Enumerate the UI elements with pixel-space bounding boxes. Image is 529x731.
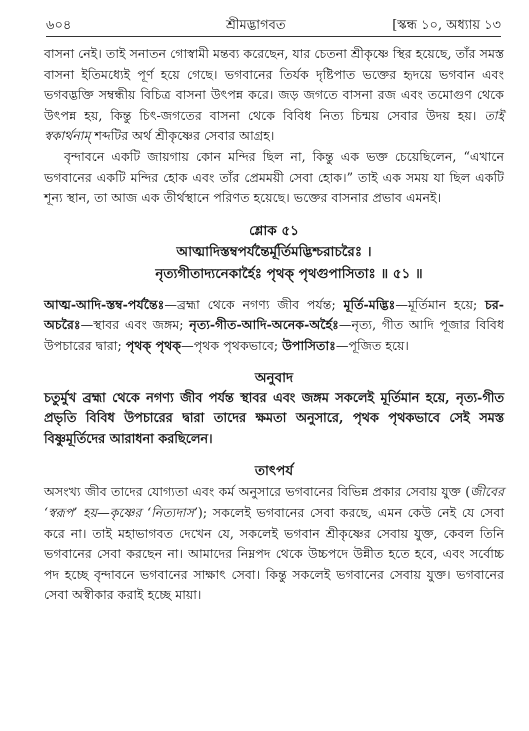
purport-continuation-paragraph: বাসনা নেই। তাই সনাতন গোস্বামী মন্তব্য করেছেন, যার চেতনা শ্রীকৃষ্ণে স্থির হয়েছে, তাঁর সমস্ত বাসনা ইতিমধ্যেই পূর্ণ হয়ে গেছে। ভগবানের তির্যক দৃষ্টিপাত ভক্তের হৃদয়ে ভগবান এবং ভগবদ্ভক্তি সম্বন্ধীয় বিচিত্র বাসনা উৎপন্ন করে। জড় জগতে বাসনা রজ এবং তমোগুণ থেকে উৎপন্ন হয়, কিন্তু চিৎ-জগতের বাসনা থেকে বিবিধ নিত্য চিন্ময় সেবার উদয় হয়। তাই স্বকার্থনাম্ শব্দটির অর্থ শ্রীকৃষ্ণের সেবার আগ্রহ।: [44, 46, 504, 144]
italic-quote: জীবের ‘স্বরূপ’ হয়—কৃষ্ণের ‘নিত্যদাস’: [44, 484, 504, 520]
italic-term: তাই স্বকার্থনাম্: [44, 107, 504, 144]
synonyms-paragraph: আত্ম-আদি-স্তম্ব-পর্যন্তৈঃ—ব্রহ্মা থেকে নগণ্য জীব পর্যন্ত; মূর্তি-মদ্ভিঃ—মূর্তিমান হয়ে; চর-অচরৈঃ—স্থাবর এবং জঙ্গম; নৃত্য-গীত-আদি-অনেক-অর্হৈঃ—নৃত্য, গীত আদি পূজার বিবিধ উপচারের দ্বারা; পৃথক্ পৃথক্—পৃথক পৃথকভাবে; উপাসিতাঃ—পূজিত হয়ে।: [44, 296, 504, 353]
temple-paragraph: বৃন্দাবনে একটি জায়গায় কোন মন্দির ছিল না, কিন্তু এক ভক্ত চেয়েছিলেন, “এখানে ভগবানের একটি মন্দির হোক এবং তাঁর প্রেমময়ী সেবা হোক।” তাই এক সময় যা ছিল একটি শূন্য স্থান, তা আজ এক তীর্থস্থানে পরিণত হয়েছে। ভক্তের বাসনার প্রভাব এমনই।: [44, 148, 504, 206]
book-title: শ্রীমদ্ভাগবত: [226, 18, 286, 33]
purport-paragraph: অসংখ্য জীব তাদের যোগ্যতা এবং কর্ম অনুসারে ভগবানের বিভিন্ন প্রকার সেবায় যুক্ত (জীবের ‘স্বরূপ’ হয়—কৃষ্ণের ‘নিত্যদাস’); সকলেই ভগবানের সেবা করছে, এমন কেউ নেই যে সেবা করে না। তাই মহাভাগবত দেখেন যে, সকলেই ভগবান শ্রীকৃষ্ণের সেবায় যুক্ত, কেবল তিনি ভগবানের সেবা করছেন না। আমাদের নিম্নপদ থেকে উচ্চপদে উন্নীত হতে হবে, এবং সর্বোচ্চ পদ হচ্ছে বৃন্দাবনে ভগবানের সাক্ষাৎ সেবা। কিন্তু সকলেই ভগবানের সেবায় যুক্ত। ভগবানের সেবা অস্বীকার করাই হচ্ছে মায়া।: [44, 484, 504, 603]
verse-heading: শ্লোক ৫১: [249, 222, 299, 239]
translation-heading: অনুবাদ: [254, 369, 294, 386]
translation-text: চতুর্মুখ ব্রহ্মা থেকে নগণ্য জীব পর্যন্ত স্থাবর এবং জঙ্গম সকলেই মূর্তিমান হয়ে, নৃত্য-গীত প্রভৃতি বিবিধ উপচারের দ্বারা তাদের ক্ষমতা অনুসারে, পৃথক পৃথকভাবে সেই সমস্ত বিষ্ণুমূর্তিদের আরাধনা করছিলেন।: [44, 390, 504, 447]
page-content: [44, 44, 504, 606]
purport-heading: তাৎপর্য: [254, 463, 294, 480]
page-number: ৬০৪: [46, 18, 72, 33]
page-header: [46, 14, 501, 37]
section-reference: [স্কন্ধ ১০, অধ্যায় ১৩: [392, 18, 501, 33]
verse-line-2: নৃত্যগীতাদ্যনেকার্হৈঃ পৃথক্ পৃথগুপাসিতাঃ ॥ ৫১ ॥: [155, 265, 423, 282]
verse-line-1: আত্মাদিস্তম্বপর্যন্তৈর্মূর্তিমদ্ভিশ্চরাচরৈঃ ।: [176, 243, 372, 260]
